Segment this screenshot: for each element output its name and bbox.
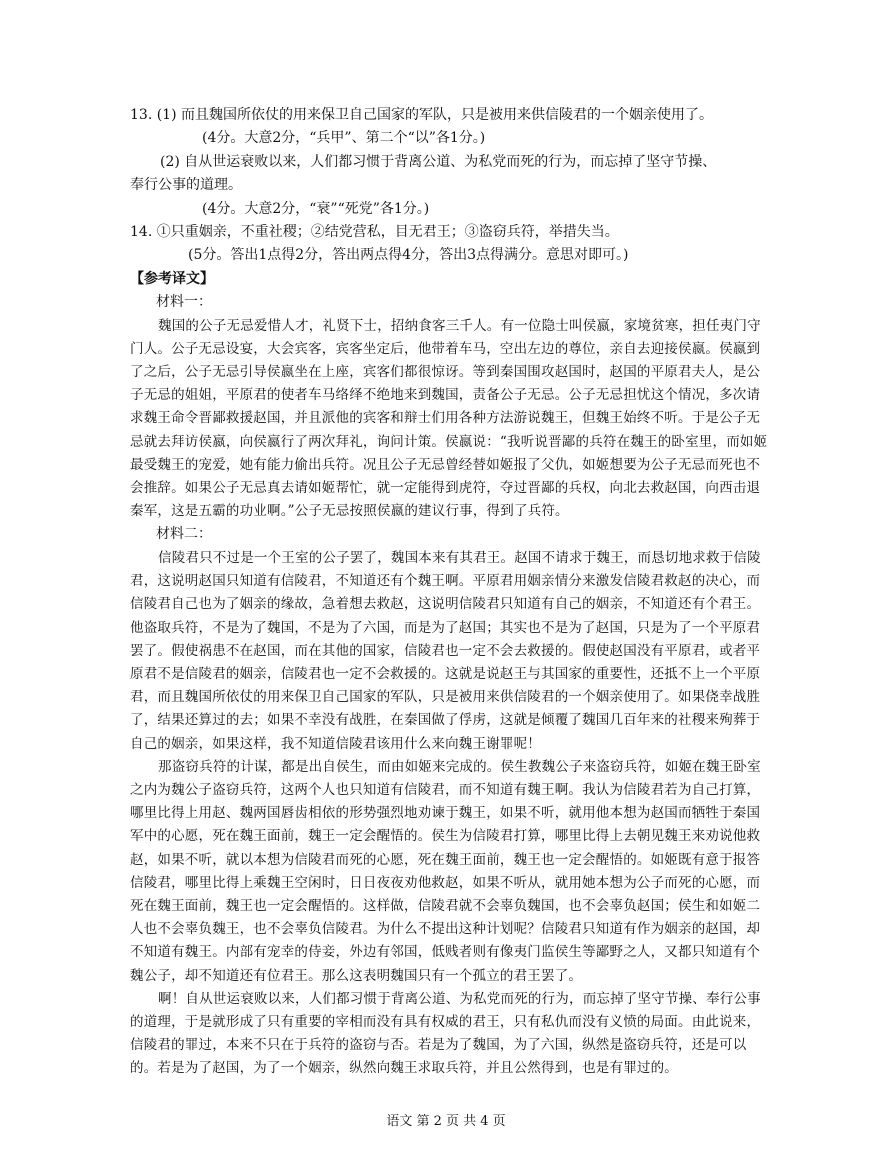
answer-14: 14. ①只重姻亲，不重社稷；②结党营私，目无君王；③盗窃兵符，举措失当。 xyxy=(130,224,619,241)
answer-content xyxy=(130,104,770,1081)
material1-paragraph: 魏国的公子无忌爱惜人才，礼贤下士，招纳食客三千人。有一位隐士叫侯嬴，家境贫寒，担任夷门守门人。公子无忌设宴，大会宾客，宾客坐定后，他带着车马，空出左边的尊位，亲自去迎接侯嬴。侯嬴到了之后，公子无忌引导侯嬴坐在上座，宾客们都很惊讶。等到秦国围攻赵国时，赵国的平原君夫人，是公子无忌的姐姐，平原君的使者车马络绎不绝地来到魏国，责备公子无忌。公子无忌担忧这个情况，多次请求魏王命令晋鄙救援赵国，并且派他的宾客和辩士们用各种方法游说魏王，但魏王始终不听。于是公子无忌就去拜访侯嬴，向侯嬴行了两次拜礼，询问计策。侯嬴说：“我听说晋鄙的兵符在魏王的卧室里，而如姬最受魏王的宠爱，她有能力偷出兵符。况且公子无忌曾经替如姬报了父仇，如姬想要为公子无忌而死也不会推辞。如果公子无忌真去请如姬帮忙，就一定能得到虎符，夺过晋鄙的兵权，向北去救赵国，向西击退秦军，这是五霸的功业啊。”公子无忌按照侯嬴的建议行事，得到了兵符。 xyxy=(130,317,768,520)
answer-13-2-score: (4分。大意2分，“衰”“死党”各1分。) xyxy=(202,200,430,217)
material2-label: 材料二： xyxy=(156,526,212,543)
answer-13-2-line1: (2) 自从世运衰败以来，人们都习惯于背离公道、为私党而死的行为，而忘掉了坚守节操、 xyxy=(160,153,717,170)
reference-heading: 【参考译文】 xyxy=(130,270,214,287)
material2-paragraph-1: 信陵君只不过是一个王室的公子罢了，魏国本来有其君王。赵国不请求于魏王，而恳切地求救于信陵君，这说明赵国只知道有信陵君，不知道还有个魏王啊。平原君用姻亲情分来激发信陵君救赵的决心，而信陵君自己也为了姻亲的缘故，急着想去救赵，这说明信陵君只知道有自己的姻亲，不知道还有个君王。他盗取兵符，不是为了魏国，不是为了六国，而是为了赵国；其实也不是为了赵国，只是为了一个平原君罢了。假使祸患不在赵国，而在其他的国家，信陵君也一定不会去救援的。假使赵国没有平原君，或者平原君不是信陵君的姻亲，信陵君也一定不会救援的。这就是说赵王与其国家的重要性，还抵不上一个平原君，而且魏国所依仗的用来保卫自己国家的军队，只是被用来供信陵君的一个姻亲使用了。如果侥幸战胜了，结果还算过的去；如果不幸没有战胜，在秦国做了俘虏，这就是倾覆了魏国几百年来的社稷来殉葬于自己的姻亲，如果这样，我不知道信陵君该用什么来向魏王谢罪呢！ xyxy=(130,549,761,752)
answer-13-2-line2: 奉行公事的道理。 xyxy=(130,177,242,194)
answer-13-1-score: (4分。大意2分，“兵甲”、第二个“以”各1分。) xyxy=(202,130,486,147)
material2-paragraph-2: 那盗窃兵符的计谋，都是出自侯生，而由如姬来完成的。侯生教魏公子来盗窃兵符，如姬在魏王卧室之内为魏公子盗窃兵符，这两个人也只知道有信陵君，而不知道有魏王啊。我认为信陵君若为自己打算，哪里比得上用赵、魏两国唇齿相依的形势强烈地劝谏于魏王，如果不听，就用他本想为赵国而牺牲于秦国军中的心愿，死在魏王面前，魏王一定会醒悟的。侯生为信陵君打算，哪里比得上去朝见魏王来劝说他救赵，如果不听，就以本想为信陵君而死的心愿，死在魏王面前，魏王也一定会醒悟的。如姬既有意于报答信陵君，哪里比得上乘魏王空闲时，日日夜夜劝他救赵，如果不听从，就用她本想为公子而死的心愿，而死在魏王面前，魏王也一定会醒悟的。这样做，信陵君就不会辜负魏国，也不会辜负赵国；侯生和如姬二人也不会辜负魏王，也不会辜负信陵君。为什么不提出这种计划呢？信陵君只知道有作为姻亲的赵国，却不知道有魏王。内部有宠幸的侍妾，外边有邻国，低贱者则有像夷门监侯生等鄙野之人，又都只知道有个魏公子，却不知道还有位君王。那么这表明魏国只有一个孤立的君王罢了。 xyxy=(130,758,761,984)
material2-paragraph-3: 啊！自从世运衰败以来，人们都习惯于背离公道、为私党而死的行为，而忘掉了坚守节操、奉行公事的道理，于是就形成了只有重要的宰相而没有具有权威的君王，只有私仇而没有义愤的局面。由此说来，信陵君的罪过，本来不只在于兵符的盗窃与否。若是为了魏国，为了六国，纵然是盗窃兵符，还是可以的。若是为了赵国，为了一个姻亲，纵然向魏王求取兵符，并且公然得到，也是有罪过的。 xyxy=(130,990,761,1077)
material1-label: 材料一： xyxy=(156,294,212,311)
answer-13-1: 13. (1) 而且魏国所依仗的用来保卫自己国家的军队，只是被用来供信陵君的一个姻亲使用了。 xyxy=(130,107,713,123)
answer-14-score: (5分。答出1点得2分，答出两点得4分，答出3点得满分。意思对即可。) xyxy=(188,247,629,264)
page-footer: 语文 第 2 页 共 4 页 xyxy=(386,1114,506,1129)
